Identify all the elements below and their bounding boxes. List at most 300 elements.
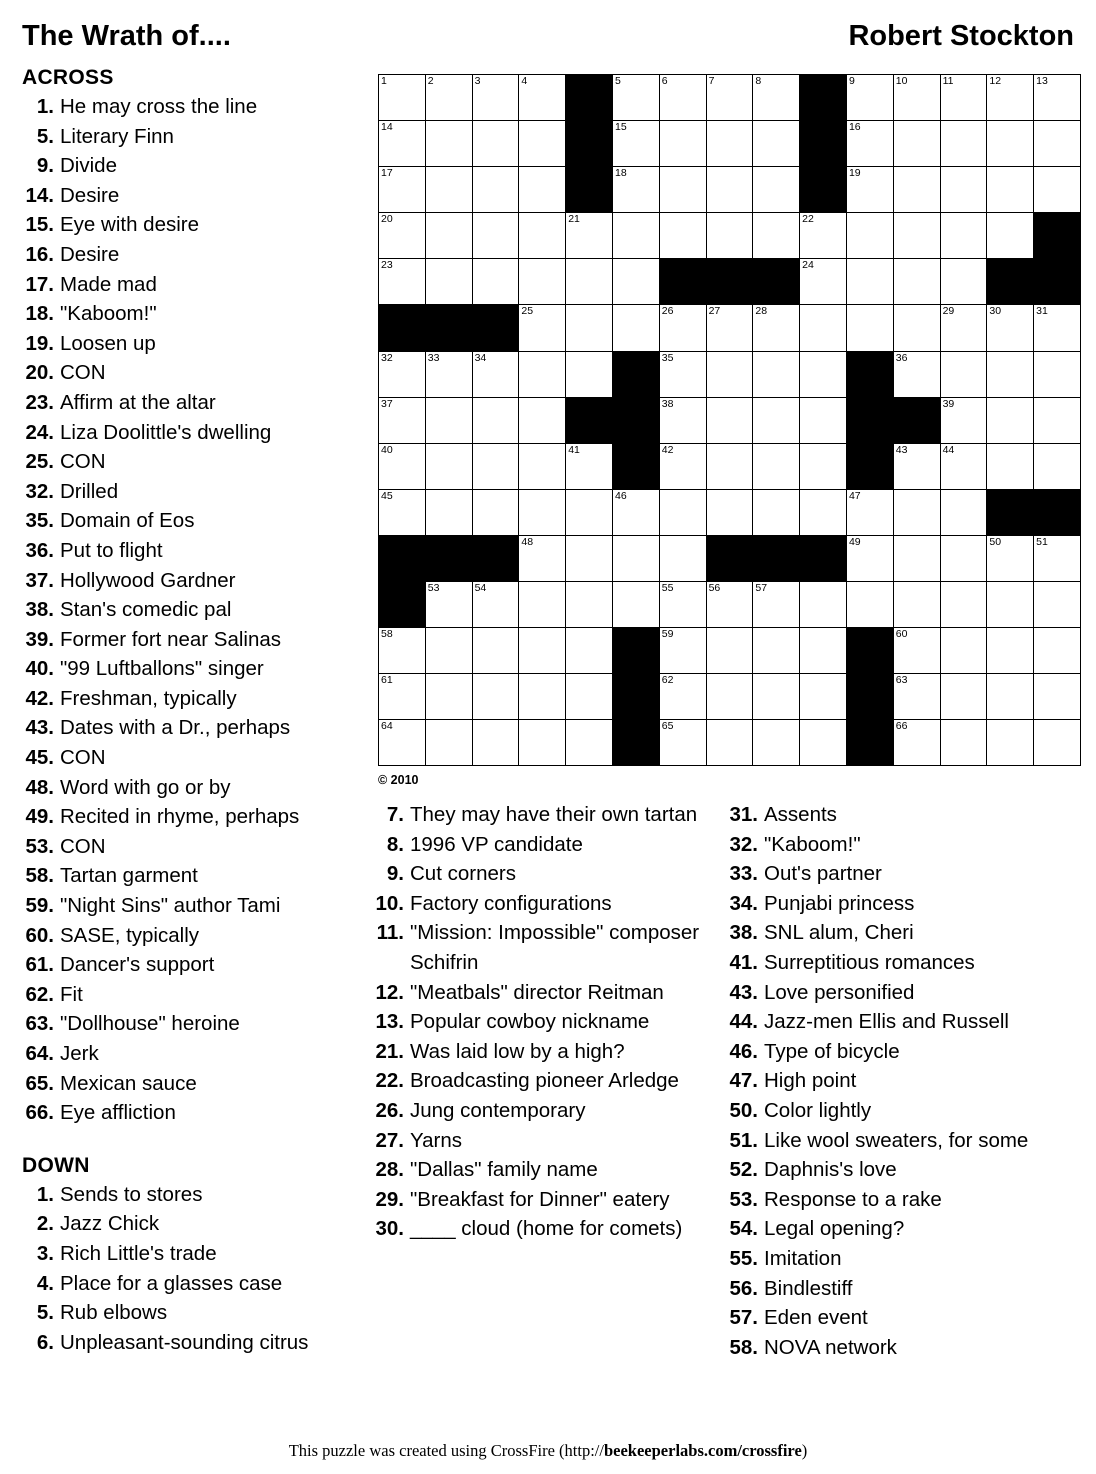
- clue-number: 8.: [386, 832, 404, 856]
- grid-cell[interactable]: [659, 443, 706, 489]
- grid-cell[interactable]: [472, 75, 519, 121]
- clue-item[interactable]: [22, 713, 367, 743]
- clue-item[interactable]: [726, 1185, 1074, 1215]
- clue-text: SASE, typically: [60, 923, 199, 947]
- grid-cell[interactable]: [753, 213, 800, 259]
- grid-cell[interactable]: [1034, 305, 1081, 351]
- clue-item[interactable]: [726, 948, 1074, 978]
- grid-cell[interactable]: [800, 213, 847, 259]
- grid-cell[interactable]: [659, 305, 706, 351]
- clue-item[interactable]: [372, 800, 722, 830]
- grid-cell-number: 32: [381, 351, 393, 364]
- grid-cell[interactable]: [753, 582, 800, 628]
- grid-cell[interactable]: [940, 167, 987, 213]
- grid-cell[interactable]: [846, 213, 893, 259]
- grid-cell[interactable]: [846, 167, 893, 213]
- grid-block: [706, 535, 753, 581]
- grid-cell[interactable]: [379, 351, 426, 397]
- grid-cell[interactable]: [940, 121, 987, 167]
- grid-cell[interactable]: [846, 259, 893, 305]
- clue-text: Love personified: [764, 980, 915, 1004]
- grid-cell[interactable]: [519, 305, 566, 351]
- grid-cell[interactable]: [379, 674, 426, 720]
- grid-cell[interactable]: [472, 167, 519, 213]
- grid-cell[interactable]: [379, 75, 426, 121]
- grid-cell[interactable]: [425, 582, 472, 628]
- clue-item[interactable]: [22, 684, 367, 714]
- grid-cell[interactable]: [425, 443, 472, 489]
- clue-item[interactable]: [726, 1333, 1074, 1363]
- clue-item[interactable]: [726, 1303, 1074, 1333]
- grid-cell[interactable]: [1034, 397, 1081, 443]
- grid-cell[interactable]: [472, 443, 519, 489]
- grid-cell-number: 8: [755, 75, 762, 87]
- clue-text: Out's partner: [764, 862, 882, 886]
- grid-cell[interactable]: [472, 628, 519, 674]
- grid-cell[interactable]: [612, 167, 659, 213]
- grid-cell[interactable]: [659, 628, 706, 674]
- grid-cell[interactable]: [519, 213, 566, 259]
- grid-cell[interactable]: [425, 720, 472, 766]
- grid-cell[interactable]: [379, 443, 426, 489]
- clue-item[interactable]: [22, 1269, 367, 1299]
- clue-item[interactable]: [726, 830, 1074, 860]
- clue-item[interactable]: [22, 447, 367, 477]
- grid-cell[interactable]: [1034, 720, 1081, 766]
- grid-cell[interactable]: [753, 351, 800, 397]
- grid-cell[interactable]: [940, 397, 987, 443]
- grid-cell[interactable]: [472, 213, 519, 259]
- grid-table[interactable]: [378, 74, 1081, 766]
- grid-cell[interactable]: [566, 305, 613, 351]
- grid-cell[interactable]: [800, 720, 847, 766]
- clue-item[interactable]: [22, 861, 367, 891]
- grid-cell[interactable]: [566, 351, 613, 397]
- clue-item[interactable]: [22, 506, 367, 536]
- clue-number: 37.: [25, 568, 54, 592]
- grid-cell[interactable]: [987, 167, 1034, 213]
- grid-cell[interactable]: [659, 720, 706, 766]
- clue-text: Jerk: [60, 1042, 99, 1065]
- grid-cell[interactable]: [893, 489, 940, 535]
- grid-cell[interactable]: [472, 582, 519, 628]
- grid-cell[interactable]: [987, 213, 1034, 259]
- clue-item[interactable]: [372, 1066, 722, 1096]
- grid-cell[interactable]: [659, 582, 706, 628]
- grid-cell[interactable]: [846, 489, 893, 535]
- clue-item[interactable]: [22, 802, 367, 832]
- clue-item[interactable]: [22, 921, 367, 951]
- grid-cell[interactable]: [379, 489, 426, 535]
- clue-text: Sends to stores: [60, 1182, 203, 1206]
- grid-cell-number: 51: [1036, 535, 1048, 548]
- clue-item[interactable]: [22, 1098, 367, 1128]
- clue-item[interactable]: [372, 1214, 722, 1244]
- clue-item[interactable]: [726, 1244, 1074, 1274]
- clue-item[interactable]: [22, 418, 367, 448]
- grid-cell[interactable]: [425, 674, 472, 720]
- grid-cell[interactable]: [472, 121, 519, 167]
- clue-item[interactable]: [22, 1209, 367, 1239]
- clue-item[interactable]: [22, 595, 367, 625]
- grid-cell[interactable]: [940, 628, 987, 674]
- clue-text: Loosen up: [60, 331, 156, 355]
- grid-cell[interactable]: [1034, 121, 1081, 167]
- grid-cell[interactable]: [706, 628, 753, 674]
- clue-item[interactable]: [22, 1069, 367, 1099]
- grid-cell[interactable]: [800, 259, 847, 305]
- clue-item[interactable]: [22, 950, 367, 980]
- clue-item[interactable]: [22, 980, 367, 1010]
- grid-cell[interactable]: [659, 75, 706, 121]
- footer-url[interactable]: beekeeperlabs.com/crossfire: [603, 1441, 802, 1460]
- grid-cell[interactable]: [659, 489, 706, 535]
- grid-cell[interactable]: [753, 305, 800, 351]
- grid-cell[interactable]: [379, 720, 426, 766]
- grid-cell[interactable]: [612, 535, 659, 581]
- grid-cell[interactable]: [612, 582, 659, 628]
- clue-item[interactable]: [22, 1039, 367, 1069]
- clue-item[interactable]: [22, 210, 367, 240]
- grid-cell[interactable]: [519, 489, 566, 535]
- clue-item[interactable]: [372, 1126, 722, 1156]
- grid-cell[interactable]: [566, 489, 613, 535]
- grid-cell[interactable]: [425, 121, 472, 167]
- grid-cell[interactable]: [987, 443, 1034, 489]
- grid-cell[interactable]: [893, 121, 940, 167]
- grid-cell-number: 25: [521, 305, 534, 318]
- grid-cell[interactable]: [846, 305, 893, 351]
- grid-cell[interactable]: [706, 674, 753, 720]
- clue-item[interactable]: [22, 388, 367, 418]
- clue-item[interactable]: [726, 800, 1074, 830]
- grid-cell[interactable]: [893, 305, 940, 351]
- grid-cell[interactable]: [659, 535, 706, 581]
- clue-text: Legal opening?: [764, 1217, 905, 1241]
- grid-cell[interactable]: [800, 397, 847, 443]
- clue-item[interactable]: [22, 1298, 367, 1328]
- grid-block: [612, 628, 659, 674]
- clue-item[interactable]: [22, 773, 367, 803]
- grid-cell[interactable]: [519, 75, 566, 121]
- grid-cell[interactable]: [706, 397, 753, 443]
- grid-cell[interactable]: [893, 259, 940, 305]
- clue-item[interactable]: [372, 1096, 722, 1126]
- grid-cell[interactable]: [612, 305, 659, 351]
- grid-cell[interactable]: [519, 535, 566, 581]
- clue-item[interactable]: [22, 832, 367, 862]
- clue-item[interactable]: [726, 1126, 1074, 1156]
- grid-block: [566, 167, 613, 213]
- grid-cell-number: 1: [381, 75, 387, 87]
- clue-number: 29.: [375, 1187, 404, 1211]
- grid-cell[interactable]: [1034, 75, 1081, 121]
- clue-item[interactable]: [372, 889, 722, 919]
- grid-cell[interactable]: [706, 213, 753, 259]
- grid-cell[interactable]: [706, 489, 753, 535]
- clue-item[interactable]: [726, 1037, 1074, 1067]
- grid-cell[interactable]: [425, 75, 472, 121]
- grid-cell[interactable]: [1034, 535, 1081, 581]
- grid-cell[interactable]: [893, 443, 940, 489]
- grid-cell[interactable]: [753, 121, 800, 167]
- grid-cell[interactable]: [753, 674, 800, 720]
- grid-cell[interactable]: [519, 443, 566, 489]
- grid-cell[interactable]: [987, 397, 1034, 443]
- grid-cell[interactable]: [379, 259, 426, 305]
- grid-cell[interactable]: [893, 674, 940, 720]
- clue-item[interactable]: [726, 1096, 1074, 1126]
- grid-cell[interactable]: [519, 397, 566, 443]
- grid-cell[interactable]: [472, 489, 519, 535]
- clue-item[interactable]: [22, 743, 367, 773]
- grid-cell[interactable]: [425, 259, 472, 305]
- grid-cell[interactable]: [893, 628, 940, 674]
- clue-item[interactable]: [372, 1037, 722, 1067]
- grid-cell-number: 9: [848, 75, 855, 87]
- clue-item[interactable]: [22, 358, 367, 388]
- clue-number: 34.: [729, 891, 758, 915]
- grid-cell[interactable]: [800, 628, 847, 674]
- grid-cell[interactable]: [379, 121, 426, 167]
- clue-item[interactable]: [726, 889, 1074, 919]
- grid-cell[interactable]: [753, 720, 800, 766]
- crossword-grid[interactable]: [378, 74, 1081, 766]
- grid-cell[interactable]: [987, 628, 1034, 674]
- clue-number: 39.: [25, 627, 54, 651]
- grid-cell[interactable]: [893, 213, 940, 259]
- clue-item[interactable]: [22, 299, 367, 329]
- grid-cell[interactable]: [612, 75, 659, 121]
- grid-cell[interactable]: [940, 351, 987, 397]
- grid-cell[interactable]: [425, 351, 472, 397]
- clue-item[interactable]: [372, 978, 722, 1008]
- clue-item[interactable]: [726, 1066, 1074, 1096]
- clue-item[interactable]: [726, 859, 1074, 889]
- grid-cell[interactable]: [566, 259, 613, 305]
- grid-cell[interactable]: [706, 75, 753, 121]
- grid-cell[interactable]: [753, 167, 800, 213]
- clue-item[interactable]: [372, 1155, 722, 1185]
- grid-cell[interactable]: [893, 720, 940, 766]
- grid-cell[interactable]: [987, 75, 1034, 121]
- clue-item[interactable]: [726, 1214, 1074, 1244]
- grid-cell[interactable]: [800, 674, 847, 720]
- grid-cell[interactable]: [846, 121, 893, 167]
- grid-cell[interactable]: [753, 628, 800, 674]
- grid-cell[interactable]: [612, 259, 659, 305]
- grid-cell-number: 61: [381, 674, 393, 687]
- grid-cell[interactable]: [987, 351, 1034, 397]
- grid-cell[interactable]: [659, 674, 706, 720]
- grid-cell[interactable]: [753, 489, 800, 535]
- grid-cell[interactable]: [612, 489, 659, 535]
- grid-cell[interactable]: [1034, 674, 1081, 720]
- grid-cell[interactable]: [472, 674, 519, 720]
- clue-number: 56.: [729, 1276, 758, 1300]
- clue-number: 38.: [729, 921, 758, 945]
- grid-cell[interactable]: [706, 121, 753, 167]
- grid-cell[interactable]: [519, 628, 566, 674]
- clue-text: Eye with desire: [60, 213, 200, 237]
- clue-item[interactable]: [372, 1007, 722, 1037]
- grid-cell[interactable]: [940, 259, 987, 305]
- grid-row: [379, 535, 1081, 581]
- grid-cell[interactable]: [893, 351, 940, 397]
- grid-cell[interactable]: [940, 213, 987, 259]
- grid-cell[interactable]: [987, 674, 1034, 720]
- grid-cell[interactable]: [753, 397, 800, 443]
- grid-cell[interactable]: [566, 674, 613, 720]
- grid-cell[interactable]: [659, 397, 706, 443]
- grid-cell[interactable]: [800, 351, 847, 397]
- clue-item[interactable]: [372, 830, 722, 860]
- grid-row: [379, 259, 1081, 305]
- clue-item[interactable]: [726, 978, 1074, 1008]
- grid-cell[interactable]: [519, 259, 566, 305]
- grid-cell[interactable]: [519, 674, 566, 720]
- grid-cell[interactable]: [612, 213, 659, 259]
- clue-number: 41.: [729, 950, 758, 974]
- grid-cell[interactable]: [940, 674, 987, 720]
- clue-item[interactable]: [22, 566, 367, 596]
- grid-cell[interactable]: [800, 305, 847, 351]
- grid-cell[interactable]: [519, 351, 566, 397]
- grid-cell[interactable]: [940, 535, 987, 581]
- grid-cell[interactable]: [566, 582, 613, 628]
- grid-cell[interactable]: [846, 535, 893, 581]
- grid-cell[interactable]: [940, 305, 987, 351]
- grid-cell[interactable]: [566, 535, 613, 581]
- grid-cell[interactable]: [659, 121, 706, 167]
- clue-item[interactable]: [22, 1180, 367, 1210]
- grid-cell[interactable]: [940, 720, 987, 766]
- clue-number: 28.: [375, 1158, 404, 1182]
- grid-cell[interactable]: [566, 720, 613, 766]
- grid-block: [472, 535, 519, 581]
- grid-cell[interactable]: [800, 582, 847, 628]
- grid-cell[interactable]: [519, 720, 566, 766]
- grid-cell[interactable]: [519, 167, 566, 213]
- clue-item[interactable]: [22, 270, 367, 300]
- grid-cell[interactable]: [800, 489, 847, 535]
- grid-cell[interactable]: [706, 305, 753, 351]
- grid-cell-number: 31: [1036, 305, 1048, 318]
- grid-cell[interactable]: [425, 489, 472, 535]
- grid-cell[interactable]: [1034, 628, 1081, 674]
- clue-item[interactable]: [372, 859, 722, 889]
- clue-item[interactable]: [22, 1239, 367, 1269]
- grid-cell[interactable]: [987, 305, 1034, 351]
- grid-cell[interactable]: [987, 121, 1034, 167]
- clue-item[interactable]: [22, 536, 367, 566]
- grid-cell[interactable]: [940, 489, 987, 535]
- clue-item[interactable]: [22, 240, 367, 270]
- clue-column-left: [22, 66, 367, 1357]
- grid-cell[interactable]: [706, 167, 753, 213]
- grid-cell[interactable]: [893, 75, 940, 121]
- grid-cell[interactable]: [425, 628, 472, 674]
- clue-item[interactable]: [22, 329, 367, 359]
- clue-item[interactable]: [372, 918, 722, 977]
- grid-cell[interactable]: [987, 535, 1034, 581]
- grid-cell[interactable]: [472, 259, 519, 305]
- grid-cell[interactable]: [893, 582, 940, 628]
- grid-cell[interactable]: [659, 351, 706, 397]
- grid-cell[interactable]: [1034, 167, 1081, 213]
- grid-cell[interactable]: [706, 720, 753, 766]
- grid-cell[interactable]: [379, 167, 426, 213]
- grid-cell[interactable]: [659, 213, 706, 259]
- clue-item[interactable]: [22, 151, 367, 181]
- clue-item[interactable]: [726, 1007, 1074, 1037]
- clue-item[interactable]: [22, 1009, 367, 1039]
- clue-item[interactable]: [22, 891, 367, 921]
- grid-cell[interactable]: [753, 443, 800, 489]
- grid-cell[interactable]: [893, 535, 940, 581]
- grid-cell[interactable]: [1034, 582, 1081, 628]
- grid-cell[interactable]: [987, 720, 1034, 766]
- grid-cell[interactable]: [1034, 351, 1081, 397]
- grid-cell[interactable]: [425, 167, 472, 213]
- clue-item[interactable]: [726, 1155, 1074, 1185]
- grid-cell[interactable]: [706, 582, 753, 628]
- grid-cell[interactable]: [519, 121, 566, 167]
- grid-cell[interactable]: [472, 720, 519, 766]
- clue-item[interactable]: [22, 181, 367, 211]
- grid-cell[interactable]: [425, 213, 472, 259]
- grid-cell[interactable]: [893, 167, 940, 213]
- clue-item[interactable]: [22, 625, 367, 655]
- clue-item[interactable]: [22, 477, 367, 507]
- grid-cell[interactable]: [940, 582, 987, 628]
- grid-cell[interactable]: [846, 75, 893, 121]
- grid-cell[interactable]: [940, 75, 987, 121]
- grid-cell[interactable]: [753, 75, 800, 121]
- grid-cell[interactable]: [1034, 443, 1081, 489]
- grid-cell[interactable]: [425, 397, 472, 443]
- grid-cell[interactable]: [379, 213, 426, 259]
- clue-number: 15.: [25, 213, 54, 237]
- grid-cell[interactable]: [846, 582, 893, 628]
- grid-cell[interactable]: [612, 121, 659, 167]
- grid-cell[interactable]: [566, 213, 613, 259]
- clue-item[interactable]: [22, 122, 367, 152]
- grid-cell[interactable]: [379, 397, 426, 443]
- grid-cell[interactable]: [940, 443, 987, 489]
- grid-cell[interactable]: [472, 351, 519, 397]
- grid-cell[interactable]: [519, 582, 566, 628]
- grid-block: [612, 397, 659, 443]
- grid-cell[interactable]: [566, 443, 613, 489]
- grid-cell[interactable]: [379, 628, 426, 674]
- grid-cell[interactable]: [706, 351, 753, 397]
- clue-item[interactable]: [22, 1328, 367, 1358]
- clue-item[interactable]: [22, 92, 367, 122]
- grid-cell[interactable]: [987, 582, 1034, 628]
- grid-cell[interactable]: [472, 397, 519, 443]
- clue-item[interactable]: [372, 1185, 722, 1215]
- grid-cell[interactable]: [706, 443, 753, 489]
- grid-cell-number: 11: [942, 75, 954, 87]
- clue-column-right: [726, 800, 1074, 1362]
- grid-cell[interactable]: [659, 167, 706, 213]
- grid-cell[interactable]: [800, 443, 847, 489]
- clue-item[interactable]: [726, 918, 1074, 948]
- clue-item[interactable]: [22, 654, 367, 684]
- clue-item[interactable]: [726, 1274, 1074, 1304]
- grid-cell[interactable]: [566, 628, 613, 674]
